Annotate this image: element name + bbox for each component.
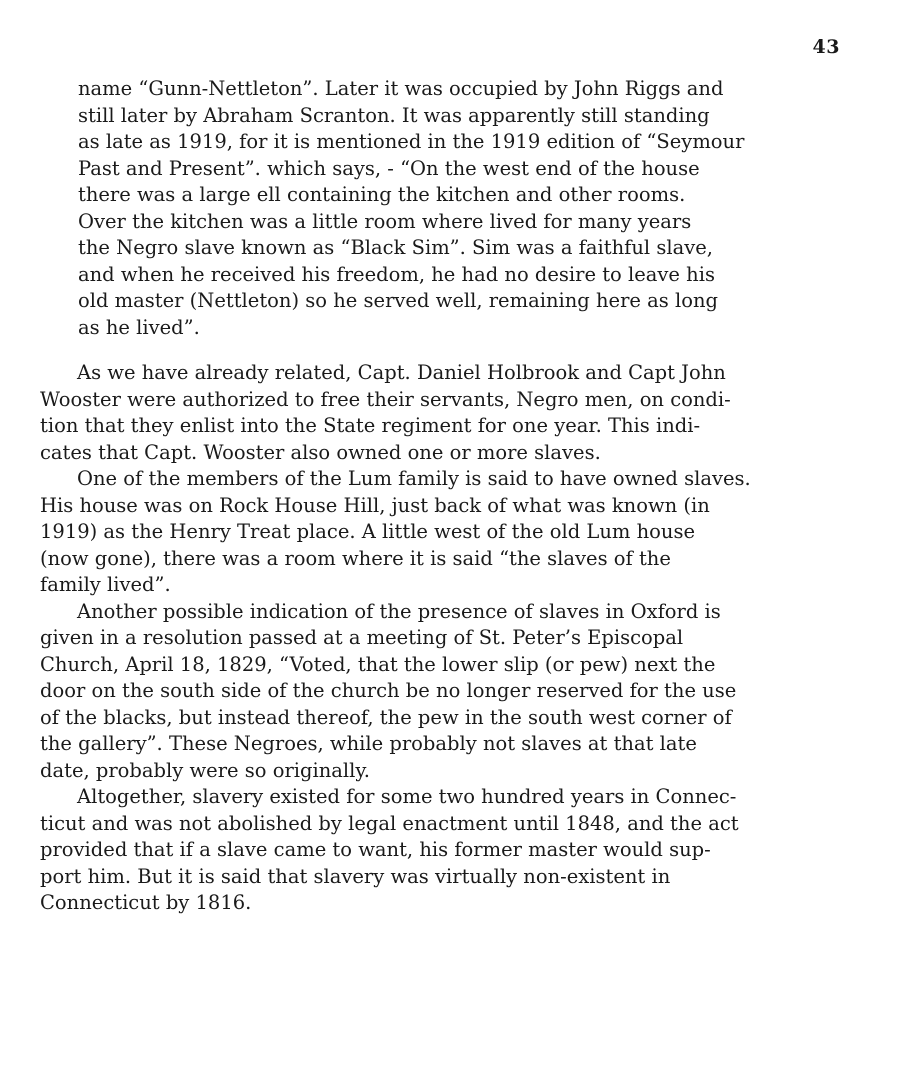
- paragraph-line: the gallery”. These Negroes, while probably not slaves at that late: [40, 732, 697, 755]
- paragraph-line: cates that Capt. Wooster also owned one or more slaves.: [40, 440, 601, 464]
- paragraph-line: date, probably were so originally.: [40, 758, 371, 782]
- quote-line: still later by Abraham Scranton. It was apparently still standing: [78, 103, 710, 127]
- quote-line: name “Gunn-Nettleton”. Later it was occupied by John Riggs and: [78, 77, 724, 100]
- paragraph: [40, 784, 860, 917]
- paragraph-line: Altogether, slavery existed for some two hundred years in Connec-: [77, 785, 737, 808]
- paragraph-line: Church, April 18, 1829, “Voted, that the lower slip (or pew) next the: [40, 652, 716, 676]
- paragraph: [40, 599, 860, 785]
- quote-line: Over the kitchen was a little room where lived for many years: [78, 209, 692, 233]
- quote-line: Past and Present”. which says, - “On the west end of the house: [78, 156, 700, 180]
- quote-line: there was a large ell containing the kitchen and other rooms.: [78, 183, 686, 206]
- paragraph-line: tion that they enlist into the State regiment for one year. This indi-: [40, 414, 701, 437]
- paragraph-line: provided that if a slave came to want, his former master would sup-: [40, 838, 711, 861]
- quote-line: the Negro slave known as “Black Sim”. Sim was a faithful slave,: [78, 236, 713, 259]
- paragraph-line: of the blacks, but instead thereof, the pew in the south west corner of: [40, 705, 732, 729]
- paragraph-line: One of the members of the Lum family is said to have owned slaves.: [77, 467, 751, 490]
- paragraph-line: family lived”.: [40, 573, 171, 596]
- quote-line: as late as 1919, for it is mentioned in the 1919 edition of “Seymour: [78, 130, 745, 153]
- paragraph: [40, 466, 860, 599]
- paragraph-line: port him. But it is said that slavery was virtually non-existent in: [40, 864, 671, 888]
- paragraph-line: Connecticut by 1816.: [40, 891, 252, 914]
- paragraph-line: ticut and was not abolished by legal enactment until 1848, and the act: [40, 811, 739, 835]
- paragraph: [40, 360, 860, 466]
- paragraph-line: His house was on Rock House Hill, just back of what was known (in: [40, 493, 710, 517]
- paragraph-line: Wooster were authorized to free their servants, Negro men, on condi-: [40, 387, 731, 411]
- paragraph-line: (now gone), there was a room where it is said “the slaves of the: [40, 546, 671, 570]
- quoted-passage: [78, 76, 858, 341]
- body-text: [40, 360, 860, 917]
- quote-line: and when he received his freedom, he had no desire to leave his: [78, 262, 715, 286]
- paragraph-line: given in a resolution passed at a meeting of St. Peter’s Episcopal: [40, 626, 684, 649]
- quote-line: old master (Nettleton) so he served well, remaining here as long: [78, 289, 718, 312]
- paragraph-line: door on the south side of the church be no longer reserved for the use: [40, 679, 737, 702]
- page-number: 43: [812, 36, 840, 58]
- quote-line: as he lived”.: [78, 315, 200, 339]
- paragraph-line: 1919) as the Henry Treat place. A little west of the old Lum house: [40, 520, 695, 543]
- paragraph-line: Another possible indication of the presence of slaves in Oxford is: [77, 599, 721, 623]
- paragraph-line: As we have already related, Capt. Daniel Holbrook and Capt John: [77, 361, 726, 384]
